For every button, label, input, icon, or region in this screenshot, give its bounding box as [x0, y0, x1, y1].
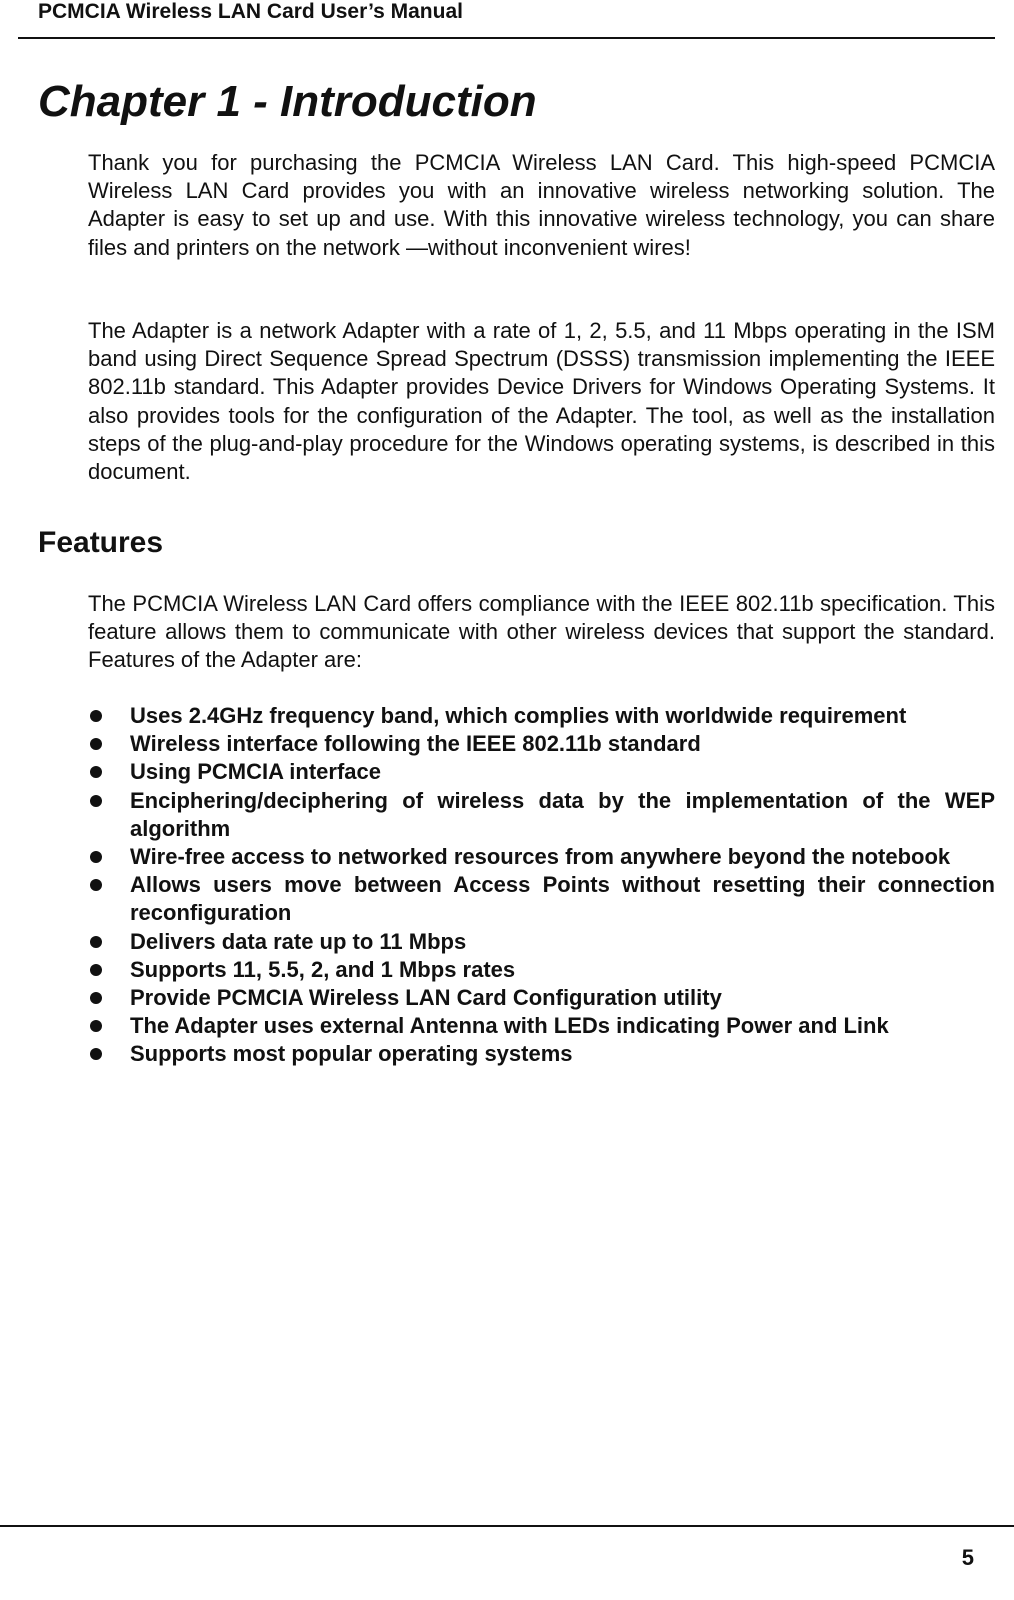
list-item-text: Uses 2.4GHz frequency band, which complies with worldwide requirement [130, 703, 907, 728]
footer-rule [0, 1525, 1014, 1527]
running-header: PCMCIA Wireless LAN Card User’s Manual [38, 0, 463, 23]
list-item-text: Wire-free access to networked resources from anywhere beyond the notebook [130, 844, 951, 870]
list-item [88, 956, 995, 984]
list-item-text: Wireless interface following the IEEE 802.11b standard [130, 731, 701, 757]
bullet-icon [90, 1048, 102, 1060]
bullet-icon [90, 936, 102, 948]
list-item [88, 871, 995, 927]
bullet-icon [90, 1020, 102, 1032]
features-list [88, 702, 995, 1069]
list-item-text: Allows users move between Access Points without resetting their connection reconfiguration [130, 872, 995, 926]
bullet-icon [90, 795, 102, 807]
list-item [88, 702, 995, 730]
list-item-text: The Adapter uses external Antenna with LEDs indicating Power and Link [130, 1013, 889, 1039]
list-item [88, 1040, 995, 1068]
list-item-text: Enciphering/deciphering of wireless data by the implementation of the WEP algorithm [130, 787, 995, 841]
bullet-icon [90, 766, 102, 778]
list-item [88, 758, 995, 786]
bullet-icon [90, 992, 102, 1004]
bullet-icon [90, 964, 102, 976]
bullet-icon [90, 851, 102, 863]
list-item [88, 984, 995, 1012]
list-item [88, 787, 995, 843]
list-item-text: Supports 11, 5.5, 2, and 1 Mbps rates [130, 956, 516, 982]
features-heading: Features [38, 526, 164, 559]
list-item [88, 843, 995, 871]
list-item-text: Using PCMCIA interface [130, 759, 382, 785]
page-number: 5 [961, 1545, 974, 1570]
intro-paragraph-2: The Adapter is a network Adapter with a rate of 1, 2, 5.5, and 11 Mbps operating in the ISM band using Direct Sequence Spread Spectrum (DSSS) transmission implementing the IEEE 802.11b standard. This Adapter provides Device Drivers for Windows Operating Systems. It also provides tools for the configuration of the Adapter. The tool, as well as the installation steps of the plug-and-play procedure for the Windows operating systems, is described in this document. [88, 318, 995, 485]
list-item [88, 928, 995, 956]
list-item [88, 1012, 995, 1040]
list-item-text: Supports most popular operating systems [130, 1041, 573, 1067]
features-intro: The PCMCIA Wireless LAN Card offers compliance with the IEEE 802.11b specification. This feature allows them to communicate with other wireless devices that support the standard. Features of the Adapter are: [88, 591, 995, 673]
header-rule [18, 37, 995, 39]
bullet-icon [90, 710, 102, 722]
bullet-icon [90, 879, 102, 891]
list-item-text: Provide PCMCIA Wireless LAN Card Configuration utility [130, 985, 722, 1011]
list-item-text: Delivers data rate up to 11 Mbps [130, 928, 467, 954]
list-item [88, 730, 995, 758]
bullet-icon [90, 738, 102, 750]
intro-paragraph-1: Thank you for purchasing the PCMCIA Wireless LAN Card. This high-speed PCMCIA Wireless LAN Card provides you with an innovative wireless networking solution. The Adapter is easy to set up and use. With this innovative wireless technology, you can share files and printers on the network —without inconvenient wires! [88, 150, 995, 260]
chapter-title: Chapter 1 - Introduction [38, 77, 537, 126]
